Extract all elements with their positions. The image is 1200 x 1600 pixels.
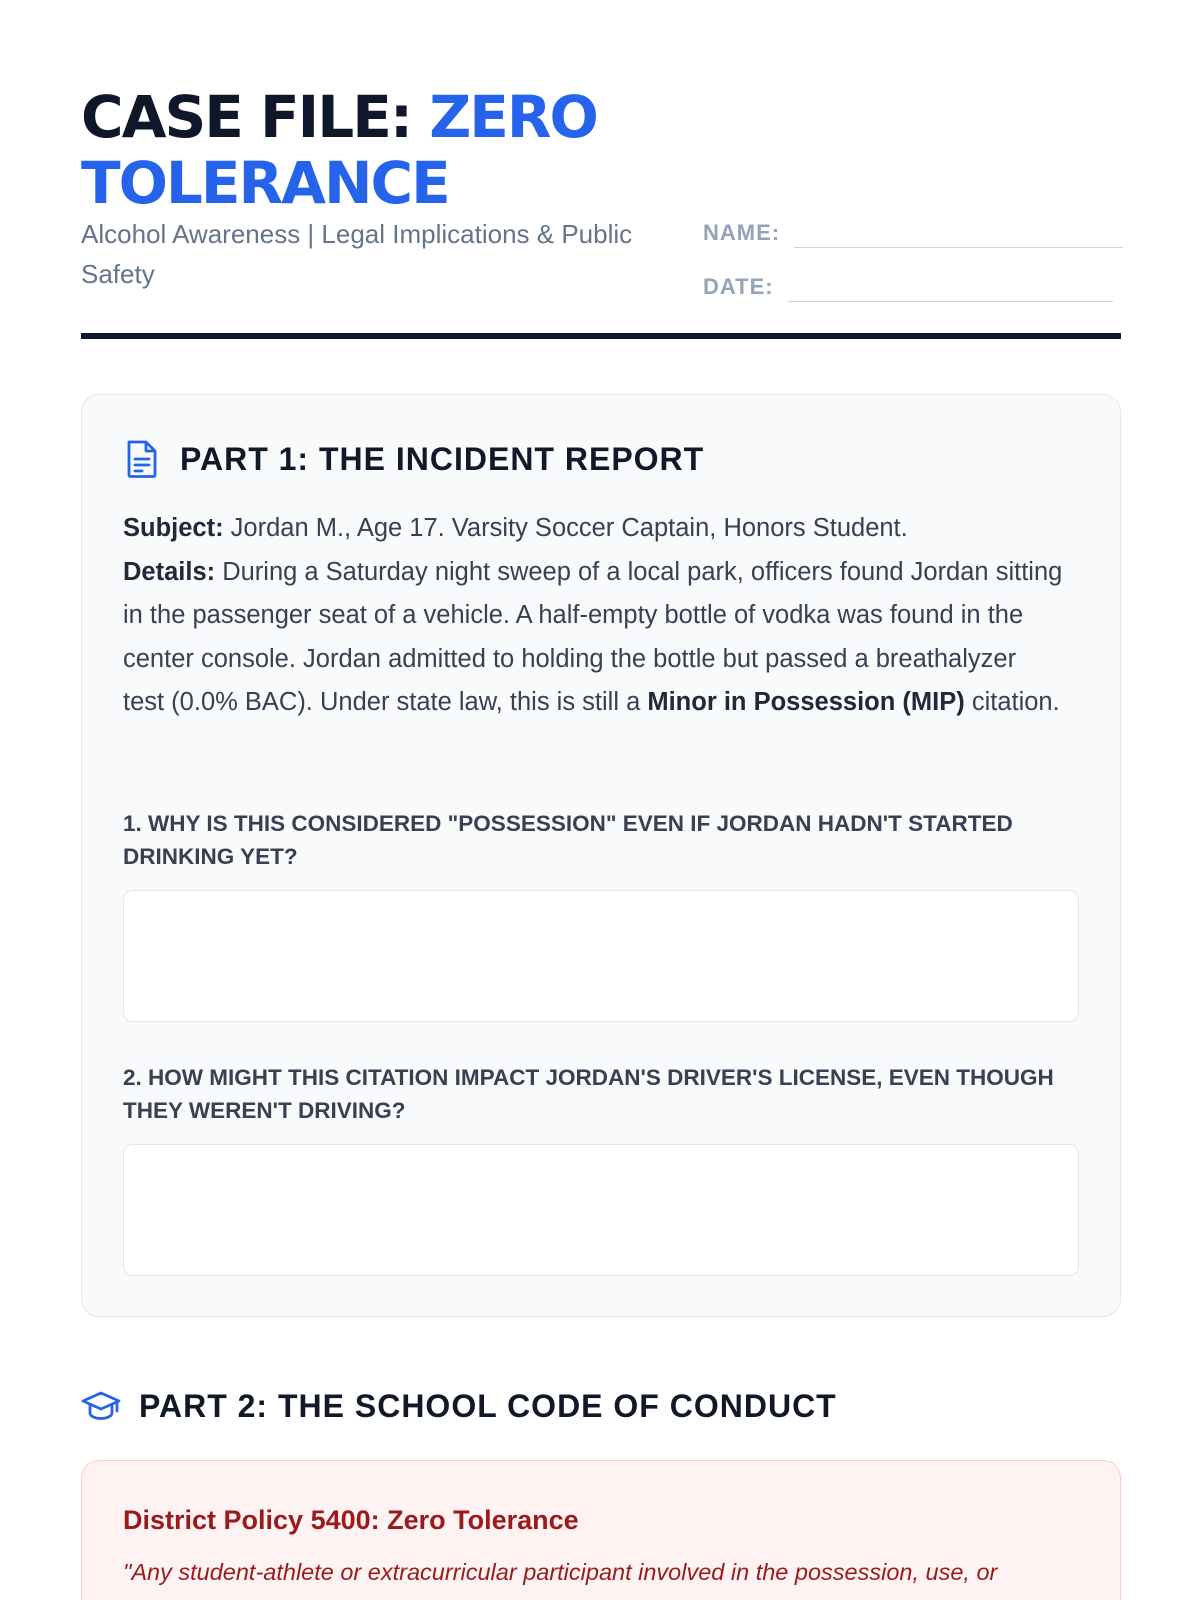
graduation-cap-icon [81,1386,121,1426]
details-text: During a Saturday night sweep of a local park, officers found Jordan sitting in the passenger seat of a vehicle. A half-empty bottle of vodka was found in the center console. Jordan admitted to holding the bottle but passed a breathalyzer test (0.0% BAC). Under state law, this is still a [123,557,1063,716]
document-icon [122,439,162,479]
page-subtitle: Alcohol Awareness | Legal Implications & Public Safety [81,219,633,289]
date-row [703,256,1123,310]
part1-card [81,394,1121,1317]
details-label: Details: [123,557,216,586]
question-2-label: 2. HOW MIGHT THIS CITATION IMPACT JORDAN'S DRIVER'S LICENSE, EVEN THOUGH THEY WEREN'T DRIVING? [123,1065,1054,1123]
worksheet-header [81,0,1121,342]
part1-title: PART 1: THE INCIDENT REPORT [180,440,705,477]
student-info [703,202,1123,310]
name-label: NAME: [703,220,781,245]
policy-title: District Policy 5400: Zero Tolerance [123,1505,579,1535]
header-divider [81,333,1121,339]
question-2-answer-box[interactable] [123,1144,1079,1276]
question-1-label: 1. WHY IS THIS CONSIDERED "POSSESSION" EVEN IF JORDAN HADN'T STARTED DRINKING YET? [123,811,1013,869]
page-title [81,84,701,216]
policy-quote: "Any student-athlete or extracurricular participant involved in the possession, use, or [123,1559,998,1585]
part2-heading [81,1386,837,1426]
subject-label: Subject: [123,514,224,542]
details-end: citation. [964,688,1060,716]
details-bold-term: Minor in Possession (MIP) [647,688,965,716]
part2-title: PART 2: THE SCHOOL CODE OF CONDUCT [139,1387,837,1424]
question-1-answer-box[interactable] [123,890,1079,1022]
date-field[interactable] [788,272,1113,302]
policy-callout [81,1460,1121,1600]
name-row [703,202,1123,256]
title-accent: ZERO TOLERANCE [81,83,597,217]
date-label: DATE: [703,274,774,299]
incident-report-text [123,507,1063,725]
subject-text: Jordan M., Age 17. Varsity Soccer Captain, Honors Student. [223,514,908,542]
worksheet-page [81,0,1121,1585]
part1-heading [122,439,704,479]
name-field[interactable] [794,218,1123,248]
title-prefix: CASE FILE: [81,83,430,151]
